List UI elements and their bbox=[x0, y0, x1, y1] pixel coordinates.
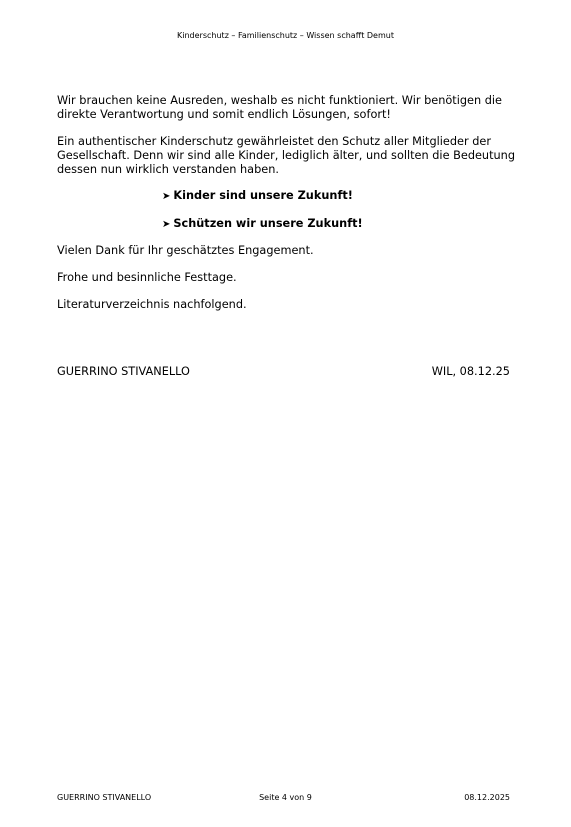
page-header: Kinderschutz – Familienschutz – Wissen schafft Demut bbox=[177, 31, 394, 40]
greeting-line: Frohe und besinnliche Festtage. bbox=[57, 271, 237, 284]
arrow-icon: ➤ bbox=[162, 191, 171, 202]
bullet-future bbox=[162, 189, 353, 204]
arrow-icon: ➤ bbox=[162, 219, 171, 230]
bullet-protect-future-text: Schützen wir unsere Zukunft! bbox=[173, 217, 363, 230]
signature-place-date: WIL, 08.12.25 bbox=[431, 365, 510, 378]
references-note: Literaturverzeichnis nachfolgend. bbox=[57, 298, 247, 311]
footer-page-number: Seite 4 von 9 bbox=[259, 793, 312, 802]
bullet-future-text: Kinder sind unsere Zukunft! bbox=[173, 189, 353, 202]
footer-author: GUERRINO STIVANELLO bbox=[57, 793, 152, 802]
paragraph-solutions: Wir brauchen keine Ausreden, weshalb es nicht funktioniert. Wir benötigen die direkte Verantwortung und somit endlich Lösungen, sofort! bbox=[57, 94, 502, 121]
thanks-line: Vielen Dank für Ihr geschätztes Engagement. bbox=[57, 244, 314, 257]
bullet-protect-future bbox=[162, 217, 363, 232]
signature-name: GUERRINO STIVANELLO bbox=[57, 365, 190, 378]
footer-date: 08.12.2025 bbox=[464, 793, 510, 802]
paragraph-child-protection: Ein authentischer Kinderschutz gewährleistet den Schutz aller Mitglieder der Gesellschaft. Denn wir sind alle Kinder, lediglich älter, und sollten die Bedeutung dessen nun wirklich verstanden haben. bbox=[57, 135, 516, 176]
